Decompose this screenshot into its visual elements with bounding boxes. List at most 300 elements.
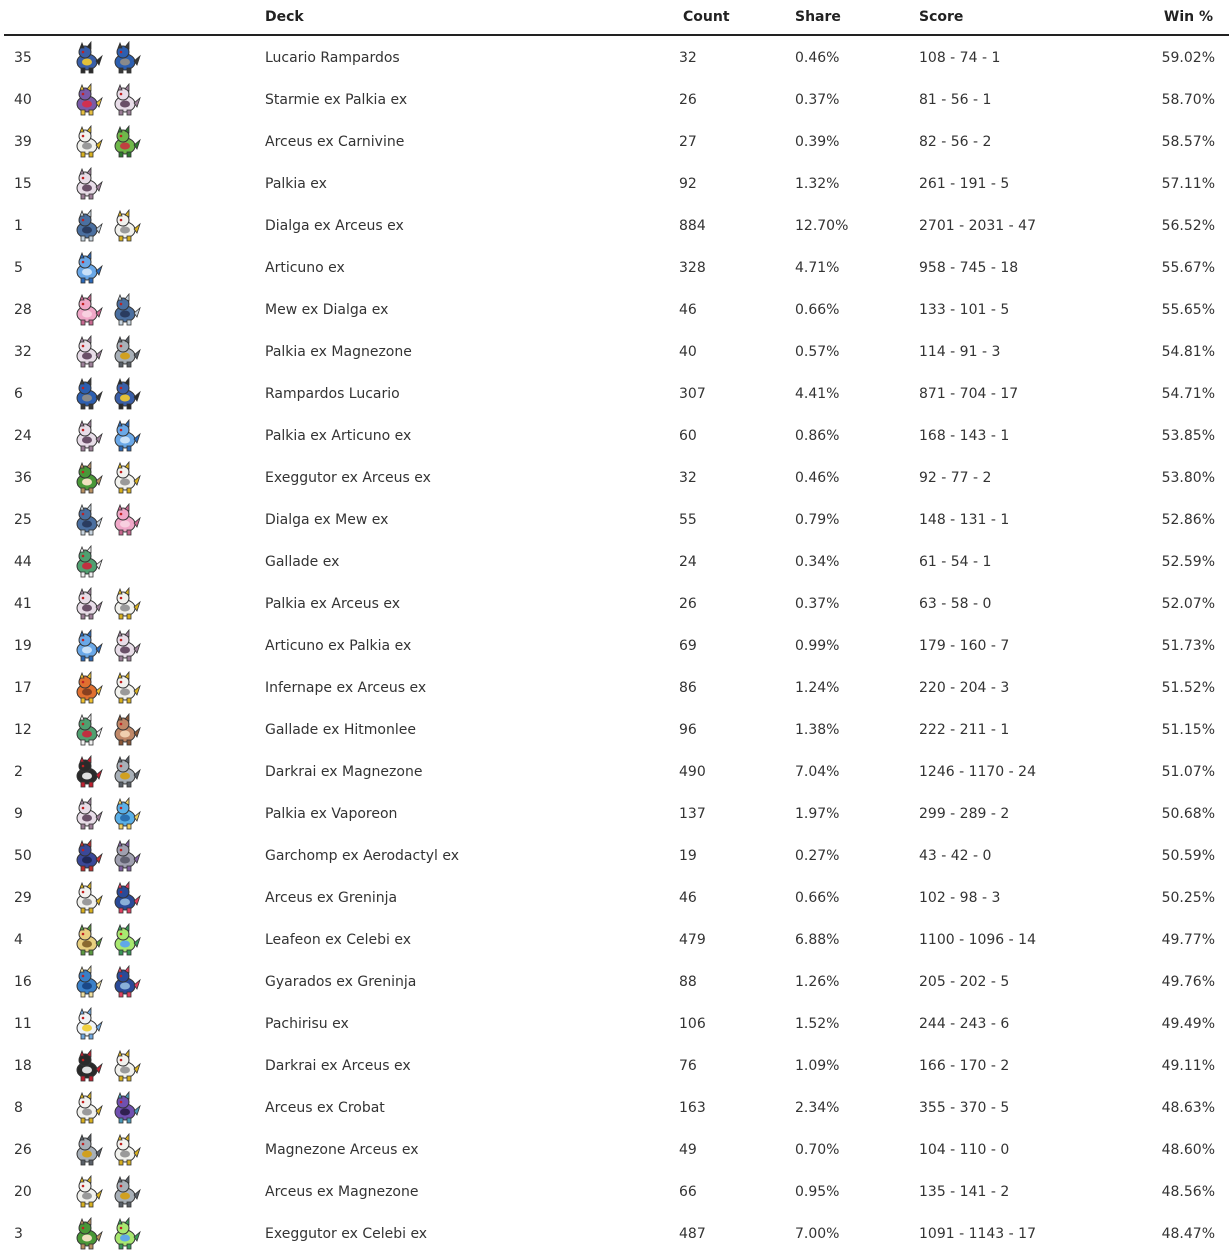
- deck-share: 4.71%: [795, 260, 840, 276]
- deck-count: 40: [679, 344, 697, 360]
- deck-icons: [70, 541, 265, 583]
- infernape-sprite-icon: [70, 671, 104, 705]
- deck-icons: [70, 709, 265, 751]
- deck-icons: [70, 373, 265, 415]
- deck-name-link[interactable]: Arceus ex Greninja: [265, 890, 398, 906]
- greninja-sprite-icon: [108, 881, 142, 915]
- deck-rank: 12: [14, 722, 32, 738]
- deck-count: 163: [679, 1100, 706, 1116]
- deck-win-percent: 50.59%: [1161, 848, 1215, 864]
- deck-share: 1.09%: [795, 1058, 840, 1074]
- deck-count: 92: [679, 176, 697, 192]
- deck-rank: 6: [14, 386, 23, 402]
- table-row[interactable]: [4, 1003, 1229, 1045]
- table-row[interactable]: [4, 751, 1229, 793]
- deck-share: 0.57%: [795, 344, 840, 360]
- deck-name-link[interactable]: Lucario Rampardos: [265, 49, 400, 66]
- deck-share: 1.38%: [795, 722, 840, 738]
- deck-count: 55: [679, 512, 697, 528]
- deck-count: 26: [679, 92, 697, 108]
- deck-count: 490: [679, 764, 706, 780]
- arceus-sprite-icon: [70, 1091, 104, 1125]
- lucario-sprite-icon: [70, 41, 104, 75]
- deck-icons: [70, 163, 265, 205]
- deck-count: 86: [679, 680, 697, 696]
- deck-icons: [70, 793, 265, 835]
- deck-score: 135 - 141 - 2: [919, 1184, 1010, 1200]
- starmie-sprite-icon: [70, 83, 104, 117]
- deck-rank: 4: [14, 932, 23, 948]
- deck-count: 96: [679, 722, 697, 738]
- deck-name-link[interactable]: Magnezone Arceus ex: [265, 1142, 419, 1158]
- garchomp-sprite-icon: [70, 839, 104, 873]
- arceus-sprite-icon: [70, 125, 104, 159]
- deck-name-link[interactable]: Gallade ex: [265, 554, 340, 570]
- deck-name-cell: [265, 205, 679, 247]
- deck-rank: 15: [14, 176, 32, 192]
- dialga-sprite-icon: [108, 293, 142, 327]
- deck-count: 328: [679, 260, 706, 276]
- deck-icons: [70, 1129, 265, 1171]
- table-row[interactable]: [4, 373, 1229, 415]
- mew-sprite-icon: [70, 293, 104, 327]
- deck-name-cell: [265, 1129, 679, 1171]
- palkia-sprite-icon: [108, 629, 142, 663]
- deck-icons: [70, 1087, 265, 1129]
- header-deck[interactable]: Deck: [265, 0, 679, 35]
- deck-count: 479: [679, 932, 706, 948]
- table-row[interactable]: [4, 247, 1229, 289]
- exeggutor-sprite-icon: [70, 1217, 104, 1251]
- deck-share: 4.41%: [795, 386, 840, 402]
- deck-win-percent: 57.11%: [1161, 176, 1215, 192]
- deck-share: 0.37%: [795, 92, 840, 108]
- deck-rank: 50: [14, 848, 32, 864]
- table-row[interactable]: [4, 877, 1229, 919]
- table-row[interactable]: [4, 625, 1229, 667]
- deck-share: 0.34%: [795, 554, 840, 570]
- deck-name-cell: [265, 877, 679, 919]
- deck-win-percent: 54.81%: [1161, 344, 1215, 360]
- deck-win-percent: 55.65%: [1161, 302, 1215, 318]
- deck-name-cell: [265, 79, 679, 121]
- deck-score: 244 - 243 - 6: [919, 1016, 1010, 1032]
- deck-icons: [70, 583, 265, 625]
- deck-win-percent: 53.85%: [1161, 428, 1215, 444]
- articuno-sprite-icon: [108, 419, 142, 453]
- deck-name-cell: [265, 919, 679, 961]
- arceus-sprite-icon: [108, 587, 142, 621]
- deck-name-link[interactable]: Gyarados ex Greninja: [265, 974, 417, 990]
- deck-rank: 5: [14, 260, 23, 276]
- deck-icons: [70, 1003, 265, 1045]
- deck-name-link[interactable]: Exeggutor ex Celebi ex: [265, 1226, 428, 1242]
- deck-name-link[interactable]: Palkia ex: [265, 176, 327, 192]
- arceus-sprite-icon: [70, 881, 104, 915]
- deck-score: 299 - 289 - 2: [919, 806, 1010, 822]
- deck-rank: 1: [14, 218, 23, 234]
- deck-win-percent: 49.49%: [1161, 1016, 1215, 1032]
- table-row[interactable]: [4, 1087, 1229, 1129]
- deck-score: 108 - 74 - 1: [919, 49, 1001, 66]
- deck-name-cell: [265, 457, 679, 499]
- deck-score: 63 - 58 - 0: [919, 596, 992, 612]
- deck-win-percent: 51.15%: [1161, 722, 1215, 738]
- deck-score: 220 - 204 - 3: [919, 680, 1010, 696]
- deck-rank: 9: [14, 806, 23, 822]
- table-row[interactable]: [4, 667, 1229, 709]
- deck-share: 2.34%: [795, 1100, 840, 1116]
- deck-score: 148 - 131 - 1: [919, 512, 1010, 528]
- deck-win-percent: 56.52%: [1161, 218, 1215, 234]
- deck-count: 307: [679, 386, 706, 402]
- deck-name-link[interactable]: Arceus ex Magnezone: [265, 1184, 419, 1200]
- deck-name-link[interactable]: Starmie ex Palkia ex: [265, 92, 408, 108]
- deck-share: 0.46%: [795, 49, 840, 66]
- table-row[interactable]: [4, 457, 1229, 499]
- deck-score: 179 - 160 - 7: [919, 638, 1010, 654]
- deck-icons: [70, 835, 265, 877]
- table-row[interactable]: [4, 1129, 1229, 1171]
- deck-share: 0.39%: [795, 134, 840, 150]
- deck-score: 168 - 143 - 1: [919, 428, 1010, 444]
- deck-name-link[interactable]: Dialga ex Arceus ex: [265, 218, 404, 234]
- header-win-percent[interactable]: Win %: [1139, 0, 1229, 35]
- arceus-sprite-icon: [108, 671, 142, 705]
- deck-stats-table: [4, 0, 1229, 1255]
- deck-win-percent: 50.68%: [1161, 806, 1215, 822]
- deck-icons: [70, 1171, 265, 1213]
- deck-rank: 18: [14, 1058, 32, 1074]
- table-row[interactable]: [4, 583, 1229, 625]
- dialga-sprite-icon: [70, 209, 104, 243]
- table-row[interactable]: [4, 835, 1229, 877]
- deck-rank: 24: [14, 428, 32, 444]
- deck-share: 1.52%: [795, 1016, 840, 1032]
- deck-name-cell: [265, 289, 679, 331]
- deck-count: 32: [679, 470, 697, 486]
- deck-name-link[interactable]: Articuno ex Palkia ex: [265, 638, 412, 654]
- deck-rank: 11: [14, 1016, 32, 1032]
- arceus-sprite-icon: [70, 1175, 104, 1209]
- deck-win-percent: 53.80%: [1161, 470, 1215, 486]
- table-row[interactable]: [4, 415, 1229, 457]
- deck-name-cell: [265, 1045, 679, 1087]
- table-row[interactable]: [4, 1171, 1229, 1213]
- deck-name-cell: [265, 751, 679, 793]
- deck-win-percent: 49.11%: [1161, 1058, 1215, 1074]
- table-row[interactable]: [4, 289, 1229, 331]
- celebi-sprite-icon: [108, 923, 142, 957]
- deck-name-link[interactable]: Exeggutor ex Arceus ex: [265, 470, 431, 486]
- deck-name-link[interactable]: Palkia ex Arceus ex: [265, 596, 401, 612]
- deck-icons: [70, 205, 265, 247]
- header-share[interactable]: Share: [795, 0, 919, 35]
- deck-icons: [70, 499, 265, 541]
- rampardos-sprite-icon: [70, 377, 104, 411]
- deck-share: 7.04%: [795, 764, 840, 780]
- deck-win-percent: 48.60%: [1161, 1142, 1215, 1158]
- deck-name-cell: [265, 835, 679, 877]
- deck-icons: [70, 1213, 265, 1255]
- deck-score: 2701 - 2031 - 47: [919, 218, 1036, 234]
- pachirisu-sprite-icon: [70, 1007, 104, 1041]
- deck-score: 355 - 370 - 5: [919, 1100, 1010, 1116]
- deck-name-link[interactable]: Arceus ex Crobat: [265, 1100, 385, 1116]
- table-header: [4, 0, 1229, 35]
- deck-share: 0.66%: [795, 890, 840, 906]
- mew-sprite-icon: [108, 503, 142, 537]
- deck-icons: [70, 35, 265, 79]
- deck-icons: [70, 415, 265, 457]
- deck-name-link[interactable]: Palkia ex Articuno ex: [265, 428, 412, 444]
- deck-share: 0.70%: [795, 1142, 840, 1158]
- leafeon-sprite-icon: [70, 923, 104, 957]
- magnezone-sprite-icon: [108, 1175, 142, 1209]
- magnezone-sprite-icon: [108, 335, 142, 369]
- header-score[interactable]: Score: [919, 0, 1139, 35]
- deck-name-cell: [265, 373, 679, 415]
- deck-win-percent: 48.63%: [1161, 1100, 1215, 1116]
- deck-rank: 2: [14, 764, 23, 780]
- deck-rank: 44: [14, 554, 32, 570]
- deck-count: 76: [679, 1058, 697, 1074]
- dialga-sprite-icon: [70, 503, 104, 537]
- deck-rank: 36: [14, 470, 32, 486]
- deck-count: 46: [679, 302, 697, 318]
- vaporeon-sprite-icon: [108, 797, 142, 831]
- deck-score: 133 - 101 - 5: [919, 302, 1010, 318]
- deck-name-cell: [265, 1171, 679, 1213]
- deck-rank: 20: [14, 1184, 32, 1200]
- deck-share: 0.66%: [795, 302, 840, 318]
- deck-name-cell: [265, 247, 679, 289]
- deck-rank: 16: [14, 974, 32, 990]
- table-row[interactable]: [4, 35, 1229, 79]
- table-row[interactable]: [4, 793, 1229, 835]
- deck-score: 102 - 98 - 3: [919, 890, 1001, 906]
- deck-win-percent: 51.07%: [1161, 764, 1215, 780]
- deck-name-cell: [265, 35, 679, 79]
- deck-score: 43 - 42 - 0: [919, 848, 992, 864]
- deck-share: 0.79%: [795, 512, 840, 528]
- deck-count: 106: [679, 1016, 706, 1032]
- deck-rank: 8: [14, 1100, 23, 1116]
- deck-count: 884: [679, 218, 706, 234]
- deck-rank: 40: [14, 92, 32, 108]
- deck-share: 12.70%: [795, 218, 849, 234]
- deck-win-percent: 59.02%: [1161, 49, 1215, 66]
- deck-win-percent: 55.67%: [1161, 260, 1215, 276]
- deck-name-cell: [265, 667, 679, 709]
- exeggutor-sprite-icon: [70, 461, 104, 495]
- deck-name-link[interactable]: Gallade ex Hitmonlee: [265, 722, 416, 738]
- deck-share: 1.32%: [795, 176, 840, 192]
- celebi-sprite-icon: [108, 1217, 142, 1251]
- deck-score: 1091 - 1143 - 17: [919, 1226, 1036, 1242]
- deck-count: 487: [679, 1226, 706, 1242]
- deck-name-link[interactable]: Darkrai ex Arceus ex: [265, 1058, 411, 1074]
- deck-score: 205 - 202 - 5: [919, 974, 1010, 990]
- deck-icons: [70, 247, 265, 289]
- deck-score: 222 - 211 - 1: [919, 722, 1010, 738]
- deck-rank: 25: [14, 512, 32, 528]
- deck-rank: 32: [14, 344, 32, 360]
- header-icons: [70, 0, 265, 35]
- table-row[interactable]: [4, 163, 1229, 205]
- palkia-sprite-icon: [70, 419, 104, 453]
- deck-name-link[interactable]: Leafeon ex Celebi ex: [265, 932, 412, 948]
- deck-name-cell: [265, 121, 679, 163]
- deck-win-percent: 58.70%: [1161, 92, 1215, 108]
- palkia-sprite-icon: [108, 83, 142, 117]
- deck-count: 66: [679, 1184, 697, 1200]
- deck-name-link[interactable]: Articuno ex: [265, 260, 345, 276]
- deck-name-cell: [265, 499, 679, 541]
- rampardos-sprite-icon: [108, 41, 142, 75]
- deck-score: 104 - 110 - 0: [919, 1142, 1010, 1158]
- deck-name-link[interactable]: Palkia ex Magnezone: [265, 344, 412, 360]
- articuno-sprite-icon: [70, 251, 104, 285]
- deck-win-percent: 52.07%: [1161, 596, 1215, 612]
- deck-score: 92 - 77 - 2: [919, 470, 992, 486]
- table-row[interactable]: [4, 79, 1229, 121]
- table-row[interactable]: [4, 919, 1229, 961]
- deck-score: 958 - 745 - 18: [919, 260, 1019, 276]
- magnezone-sprite-icon: [108, 755, 142, 789]
- deck-score: 82 - 56 - 2: [919, 134, 992, 150]
- deck-count: 19: [679, 848, 697, 864]
- carnivine-sprite-icon: [108, 125, 142, 159]
- deck-name-cell: [265, 961, 679, 1003]
- deck-count: 88: [679, 974, 697, 990]
- deck-share: 7.00%: [795, 1226, 840, 1242]
- deck-icons: [70, 331, 265, 373]
- darkrai-sprite-icon: [70, 1049, 104, 1083]
- deck-share: 0.46%: [795, 470, 840, 486]
- magnezone-sprite-icon: [70, 1133, 104, 1167]
- deck-score: 81 - 56 - 1: [919, 92, 992, 108]
- deck-win-percent: 51.73%: [1161, 638, 1215, 654]
- deck-win-percent: 49.77%: [1161, 932, 1215, 948]
- gyarados-sprite-icon: [70, 965, 104, 999]
- deck-name-link[interactable]: Dialga ex Mew ex: [265, 512, 389, 528]
- table-body: [4, 35, 1229, 1255]
- deck-count: 49: [679, 1142, 697, 1158]
- deck-score: 1246 - 1170 - 24: [919, 764, 1036, 780]
- deck-name-link[interactable]: Pachirisu ex: [265, 1016, 349, 1032]
- deck-win-percent: 48.47%: [1161, 1226, 1215, 1242]
- deck-name-link[interactable]: Rampardos Lucario: [265, 386, 400, 402]
- deck-name-link[interactable]: Garchomp ex Aerodactyl ex: [265, 848, 459, 864]
- deck-name-cell: [265, 331, 679, 373]
- deck-name-cell: [265, 541, 679, 583]
- deck-win-percent: 54.71%: [1161, 386, 1215, 402]
- palkia-sprite-icon: [70, 167, 104, 201]
- deck-count: 24: [679, 554, 697, 570]
- palkia-sprite-icon: [70, 587, 104, 621]
- deck-share: 0.99%: [795, 638, 840, 654]
- lucario-sprite-icon: [108, 377, 142, 411]
- deck-count: 69: [679, 638, 697, 654]
- deck-score: 114 - 91 - 3: [919, 344, 1001, 360]
- greninja-sprite-icon: [108, 965, 142, 999]
- deck-name-cell: [265, 625, 679, 667]
- table-row[interactable]: [4, 541, 1229, 583]
- deck-name-link[interactable]: Infernape ex Arceus ex: [265, 680, 427, 696]
- arceus-sprite-icon: [108, 209, 142, 243]
- deck-rank: 28: [14, 302, 32, 318]
- gallade-sprite-icon: [70, 713, 104, 747]
- gallade-sprite-icon: [70, 545, 104, 579]
- deck-count: 27: [679, 134, 697, 150]
- arceus-sprite-icon: [108, 1049, 142, 1083]
- deck-score: 166 - 170 - 2: [919, 1058, 1010, 1074]
- deck-icons: [70, 289, 265, 331]
- deck-rank: 29: [14, 890, 32, 906]
- deck-count: 32: [679, 49, 697, 66]
- deck-rank: 39: [14, 134, 32, 150]
- deck-name-link[interactable]: Darkrai ex Magnezone: [265, 764, 423, 780]
- aerodactyl-sprite-icon: [108, 839, 142, 873]
- deck-name-cell: [265, 1213, 679, 1255]
- table-row[interactable]: [4, 709, 1229, 751]
- deck-name-link[interactable]: Palkia ex Vaporeon: [265, 806, 398, 822]
- deck-name-cell: [265, 163, 679, 205]
- deck-rank: 19: [14, 638, 32, 654]
- hitmonlee-sprite-icon: [108, 713, 142, 747]
- articuno-sprite-icon: [70, 629, 104, 663]
- deck-win-percent: 51.52%: [1161, 680, 1215, 696]
- table-row[interactable]: [4, 1045, 1229, 1087]
- deck-count: 60: [679, 428, 697, 444]
- deck-name-link[interactable]: Mew ex Dialga ex: [265, 302, 389, 318]
- deck-icons: [70, 79, 265, 121]
- deck-icons: [70, 877, 265, 919]
- deck-win-percent: 50.25%: [1161, 890, 1215, 906]
- deck-name-cell: [265, 583, 679, 625]
- deck-name-cell: [265, 1003, 679, 1045]
- palkia-sprite-icon: [70, 797, 104, 831]
- deck-icons: [70, 667, 265, 709]
- deck-share: 0.95%: [795, 1184, 840, 1200]
- table-row[interactable]: [4, 1213, 1229, 1255]
- deck-share: 6.88%: [795, 932, 840, 948]
- crobat-sprite-icon: [108, 1091, 142, 1125]
- deck-score: 61 - 54 - 1: [919, 554, 992, 570]
- deck-count: 26: [679, 596, 697, 612]
- header-rank[interactable]: [4, 0, 70, 35]
- deck-rank: 17: [14, 680, 32, 696]
- table-row[interactable]: [4, 121, 1229, 163]
- table-row[interactable]: [4, 205, 1229, 247]
- deck-name-link[interactable]: Arceus ex Carnivine: [265, 134, 405, 150]
- deck-win-percent: 49.76%: [1161, 974, 1215, 990]
- deck-icons: [70, 457, 265, 499]
- deck-icons: [70, 1045, 265, 1087]
- deck-win-percent: 52.86%: [1161, 512, 1215, 528]
- table-row[interactable]: [4, 499, 1229, 541]
- table-row[interactable]: [4, 961, 1229, 1003]
- deck-win-percent: 58.57%: [1161, 134, 1215, 150]
- table-row[interactable]: [4, 331, 1229, 373]
- header-count[interactable]: Count: [679, 0, 795, 35]
- darkrai-sprite-icon: [70, 755, 104, 789]
- deck-rank: 35: [14, 49, 32, 66]
- deck-score: 871 - 704 - 17: [919, 386, 1019, 402]
- deck-share: 0.27%: [795, 848, 840, 864]
- deck-score: 1100 - 1096 - 14: [919, 932, 1036, 948]
